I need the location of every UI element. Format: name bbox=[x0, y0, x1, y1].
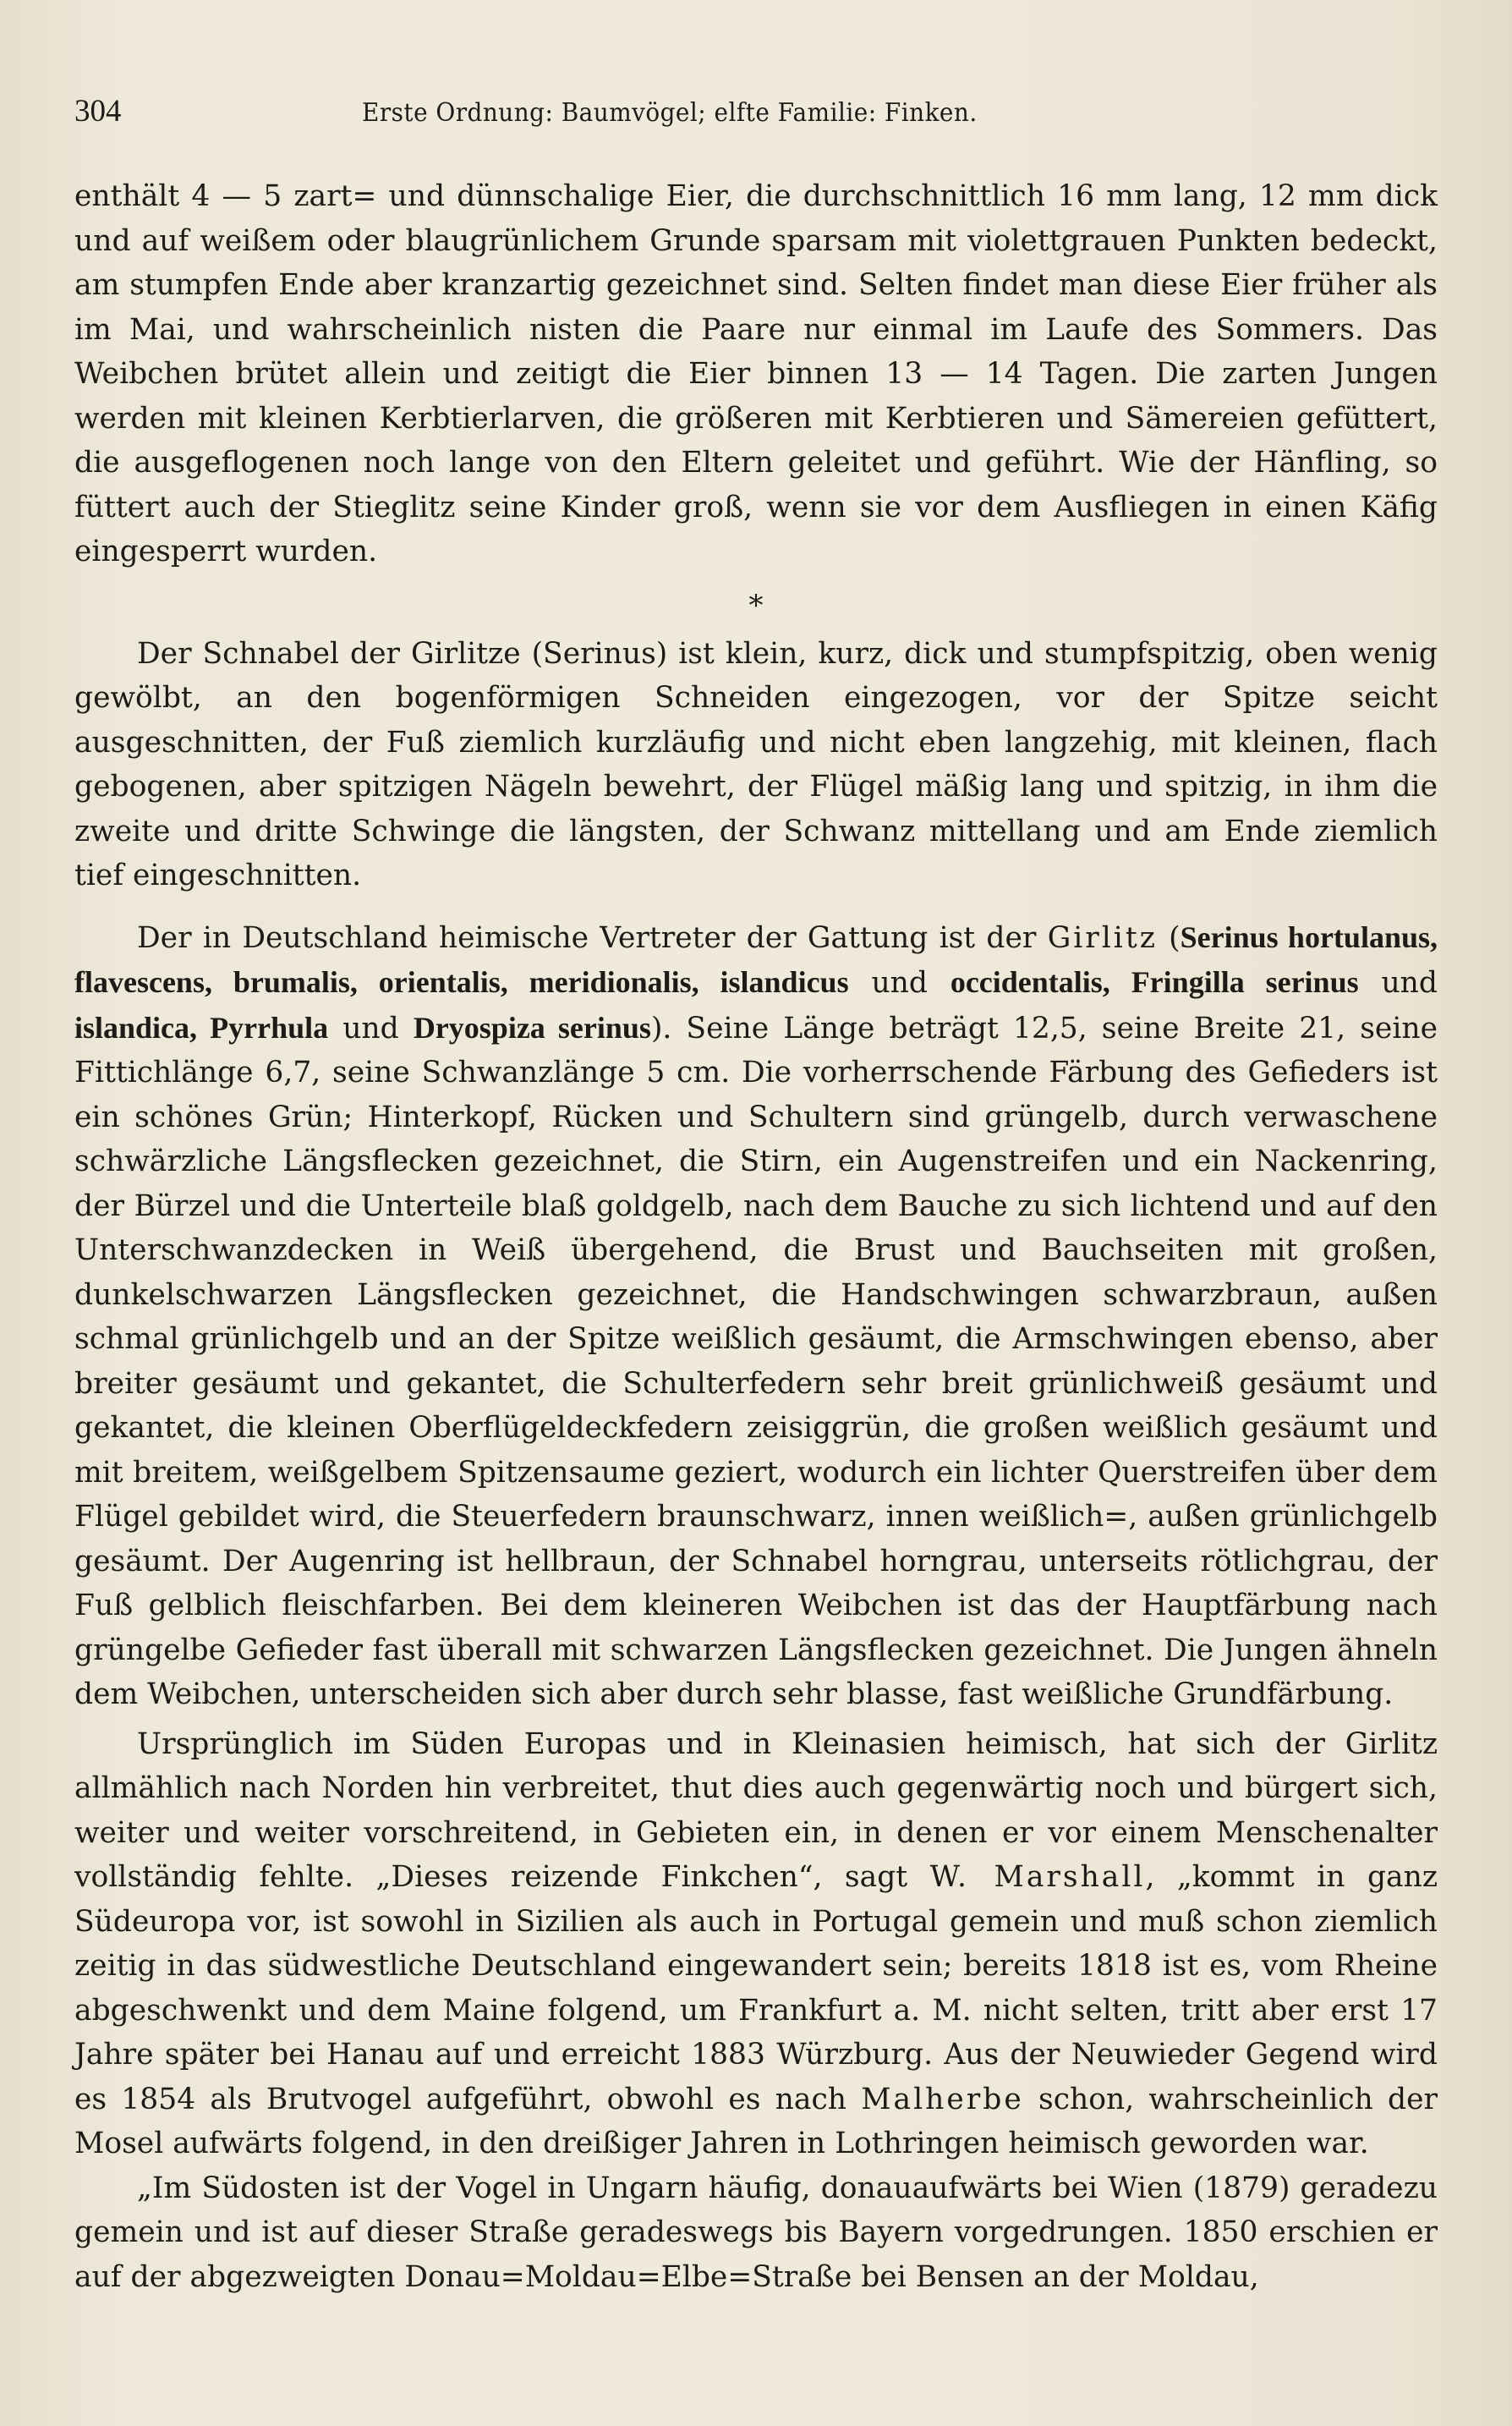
latin-names: occidentalis, Fringilla serinus bbox=[950, 965, 1359, 999]
text-run: und bbox=[328, 1011, 414, 1046]
text-run: ( bbox=[1157, 920, 1181, 955]
species-name: Girlitz bbox=[1047, 920, 1158, 955]
latin-names: Serinus hortulanus, flavescens, brumalis, orientalis, meridionalis, islandicus bbox=[74, 919, 1438, 999]
paragraph-eggs: enthält 4 — 5 zart= und dünnschalige Eier, die durchschnittlich 16 mm lang, 12 mm dick und auf weißem oder blaugrünlichem Grunde sparsam mit violettgrauen Punkten bedeckt, am stumpfen Ende aber kranzartig gezeichnet sind. Selten findet man diese Eier früher als im Mai, und wahrscheinlich nisten die Paare nur einmal im Laufe des Sommers. Das Weibchen brütet allein und zeitigt die Eier binnen 13 — 14 Tagen. Die zarten Jungen werden mit kleinen Kerbtierlarven, die größeren mit Kerbtieren und Sämereien gefüttert, die ausgeflogenen noch lange von den Eltern geleitet und geführt. Wie der Hänfling, so füttert auch der Stieglitz seine Kinder groß, wenn sie vor dem Ausfliegen in einen Käfig eingesperrt wurden. bbox=[74, 179, 1438, 568]
running-head: Erste Ordnung: Baumvögel; elfte Familie: Finken. bbox=[362, 98, 978, 128]
paragraph-girlitz-description bbox=[74, 915, 1438, 1717]
author-name: W. Marshall bbox=[929, 1860, 1146, 1894]
text-run: ). Seine Länge beträgt 12,5, seine Breite 21, seine Fittichlänge 6,7, seine Schwanzlänge 5 cm. Die vorherrschende Färbung des Gefieders ist ein schönes Grün; Hinterkopf, Rücken und Schultern sind grüngelb, durch verwaschene schwärzliche Längsflecken gezeichnet, die Stirn, ein Augenstreifen und ein Nackenring, der Bürzel und die Unterteile blaß goldgelb, nach dem Bauche zu sich lichtend und auf den Unterschwanzdecken in Weiß übergehend, die Brust und Bauchseiten mit großen, dunkelschwarzen Längsflecken gezeichnet, die Handschwingen schwarzbraun, außen schmal grünlichgelb und an der Spitze weißlich gesäumt, die Armschwingen ebenso, aber breiter gesäumt und gekantet, die Schulterfedern sehr breit grünlichweiß gesäumt und gekantet, die kleinen Oberflügeldeckfedern zeisiggrün, die großen weißlich gesäumt und mit breitem, weißgelbem Spitzensaume geziert, wodurch ein lichter Querstreifen über dem Flügel gebildet wird, die Steuerfedern braunschwarz, innen weißlich=, außen grünlichgelb gesäumt. Der Augenring ist hellbraun, der Schnabel horngrau, unterseits rötlichgrau, der Fuß gelblich fleischfarben. Bei dem kleineren Weibchen ist das der Hauptfärbung nach grüngelbe Gefieder fast überall mit schwarzen Längsflecken gezeichnet. Die Jungen ähneln dem Weibchen, unterscheiden sich aber durch sehr blasse, fast weißliche Grundfärbung. bbox=[74, 1011, 1438, 1711]
paragraph-distribution bbox=[74, 1722, 1438, 2166]
paragraph-southeast: „Im Südosten ist der Vogel in Ungarn häufig, donauaufwärts bei Wien (1879) geradezu gemein und ist auf dieser Straße geradeswegs bis Bayern vorgedrungen. 1850 erschien er auf der abgezweigten Donau=Moldau=Elbe=Straße bei Bensen an der Moldau, bbox=[74, 2171, 1438, 2294]
text-run: und bbox=[848, 966, 950, 1000]
text-run: und bbox=[1358, 966, 1438, 1000]
page-number: 304 bbox=[74, 94, 122, 129]
page-header bbox=[74, 93, 1438, 144]
section-separator: * bbox=[748, 588, 764, 623]
latin-names: Dryospiza serinus bbox=[413, 1010, 651, 1045]
text-run: Der in Deutschland heimische Vertreter der Gattung ist der bbox=[137, 920, 1048, 955]
paragraph-gap bbox=[74, 898, 1438, 915]
author-name: Malherbe bbox=[861, 2082, 1024, 2116]
latin-names: islandica, Pyrrhula bbox=[74, 1010, 329, 1045]
text-run: Ursprünglich im Süden Europas und in Kleinasien heimisch, hat sich der Girlitz allmählich nach Norden hin verbreitet, thut dies auch gegenwärtig noch und bürgert sich, weiter und weiter vorschreitend, in Gebieten ein, in denen er vor einem Menschenalter vollständig fehlte. „Dieses reizende Finkchen“, sagt bbox=[74, 1726, 1438, 1894]
paragraph-genus-description: Der Schnabel der Girlitze (Serinus) ist klein, kurz, dick und stumpfspitzig, oben wenig gewölbt, an den bogenförmigen Schneiden eingezogen, vor der Spitze seicht ausgeschnitten, der Fuß ziemlich kurzläufig und nicht eben langzehig, mit kleinen, flach gebogenen, aber spitzigen Nägeln bewehrt, der Flügel mäßig lang und spitzig, in ihm die zweite und dritte Schwinge die längsten, der Schwanz mittellang und am Ende ziemlich tief eingeschnitten. bbox=[74, 636, 1438, 892]
text-run: , „kommt in ganz Südeuropa vor, ist sowohl in Sizilien als auch in Portugal gemein und muß schon ziemlich zeitig in das südwestliche Deutschland eingewandert sein; bereits 1818 ist es, vom Rheine abgeschwenkt und dem Maine folgend, um Frankfurt a. M. nicht selten, tritt aber erst 17 Jahre später bei Hanau auf und erreicht 1883 Würzburg. Aus der Neuwieder Gegend wird es 1854 als Brutvogel aufgeführt, obwohl es nach bbox=[74, 1860, 1438, 2116]
text-run: schon, wahrscheinlich der Mosel aufwärts folgend, in den dreißiger Jahren in Lothringen heimisch geworden war. bbox=[74, 2082, 1438, 2160]
